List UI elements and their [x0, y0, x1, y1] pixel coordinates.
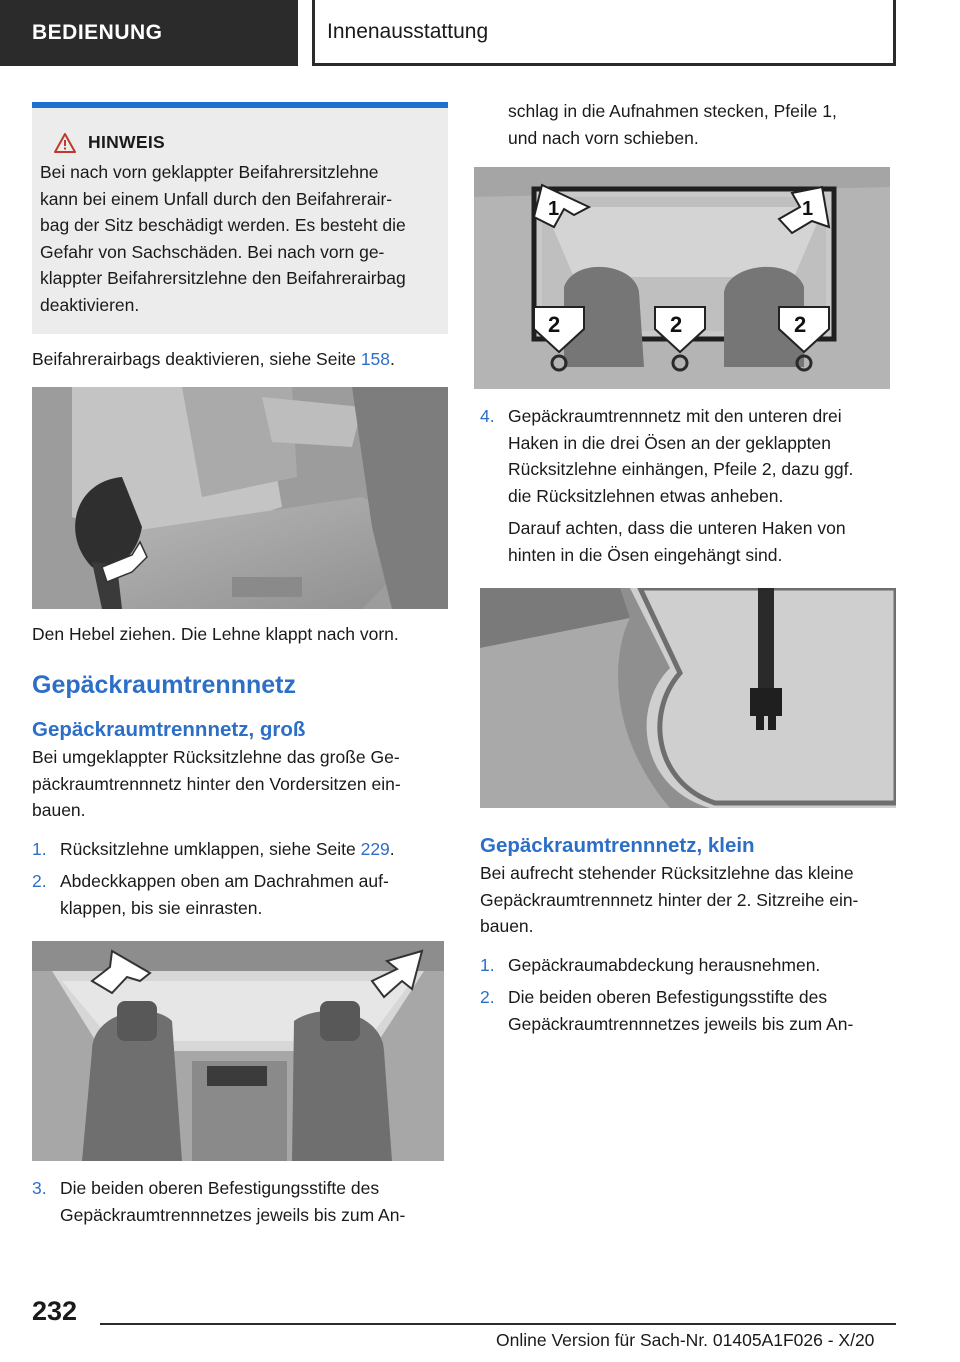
chapter-tab [312, 0, 896, 66]
notice-line: klappter Beifahrersitzlehne den Beifahrerairbag [40, 268, 406, 288]
step-line: und nach vorn schieben. [508, 127, 699, 148]
notice-box [32, 102, 448, 334]
step-line: klappen, bis sie einrasten. [60, 897, 263, 918]
step-line: Abdeckkappen oben am Dachrahmen auf- [60, 871, 389, 891]
left-column [32, 102, 448, 1228]
arrow-label-2-middle: 2 [670, 312, 683, 337]
step-line: Haken in die drei Ösen an der geklappten [508, 432, 831, 453]
hook-eye-illustration [480, 588, 896, 808]
footer-divider [100, 1323, 896, 1325]
small-net-title: Gepäckraumtrennnetz, klein [480, 834, 755, 857]
intro-line: bauen. [480, 916, 534, 936]
notice-line: Gefahr von Sachschäden. Bei nach vorn ge- [40, 241, 385, 262]
chapter-label: Innenausstattung [327, 19, 489, 43]
arrow-label-2-left: 2 [548, 312, 561, 337]
intro-line: päckraumtrennnetz hinter den Vordersitzen ein- [32, 773, 401, 794]
footer-version-text: Online Version für Sach-Nr. 01405A1F026 - X/20 [496, 1330, 875, 1350]
intro-line: bauen. [32, 800, 86, 820]
step-item [32, 1175, 448, 1228]
step-text [60, 1175, 448, 1228]
large-net-intro [32, 744, 448, 824]
large-net-title: Gepäckraumtrennnetz, groß [32, 718, 306, 741]
step-item [32, 836, 448, 863]
intro-line: Bei umgeklappter Rücksitzlehne das große Ge- [32, 747, 400, 767]
intro-line: Gepäckraumtrennnetz hinter der 2. Sitzreihe ein- [480, 889, 859, 910]
step-number: 1. [480, 954, 495, 975]
small-net-intro [480, 860, 896, 940]
step-item [32, 868, 448, 921]
arrow-label-1-left: 1 [548, 198, 560, 220]
step-line: Die beiden oberen Befestigungsstifte des [60, 1178, 380, 1198]
note-line: hinten in die Ösen eingehängt sind. [508, 544, 783, 565]
step-text [508, 403, 896, 509]
step-text [508, 984, 896, 1037]
airbag-reference-text: Beifahrerairbags deaktivieren, siehe Seite [32, 349, 361, 369]
lever-caption: Den Hebel ziehen. Die Lehne klappt nach vorn. [32, 623, 399, 644]
step-number: 4. [480, 406, 495, 426]
right-column [480, 98, 896, 1037]
page-link-158[interactable]: 158 [360, 349, 391, 369]
notice-line: kann bei einem Unfall durch den Beifahrerair- [40, 188, 393, 209]
step-item [480, 952, 896, 979]
seat-lever-illustration [32, 387, 448, 609]
section-title: Gepäckraumtrennnetz [32, 671, 296, 699]
step-number: 2. [480, 987, 495, 1007]
notice-text [40, 159, 438, 318]
step-line: Gepäckraumtrennnetzes jeweils bis zum An- [60, 1204, 406, 1225]
step4-note [480, 515, 896, 568]
step-line: Rücksitzlehne einhängen, Pfeile 2, dazu ggf. [508, 459, 854, 479]
notice-line: bag der Sitz beschädigt werden. Es besteht die [40, 215, 406, 235]
roof-caps-illustration [32, 941, 444, 1161]
warning-icon [54, 133, 76, 153]
note-line: Darauf achten, dass die unteren Haken von [508, 518, 846, 538]
step-line: Gepäckraumtrennnetzes jeweils bis zum An- [508, 1013, 854, 1034]
large-net-illustration [474, 167, 890, 389]
step-number: 3. [32, 1178, 47, 1198]
airbag-reference-end: . [390, 349, 395, 369]
step-item [480, 984, 896, 1037]
step-line: schlag in die Aufnahmen stecken, Pfeile 1, [508, 101, 837, 121]
arrow-label-1-right: 1 [802, 198, 814, 220]
notice-title: HINWEIS [88, 132, 165, 152]
step3-continuation [480, 98, 896, 151]
step-number: 1. [32, 838, 47, 859]
step-line: Gepäckraumtrennnetz mit den unteren drei [508, 406, 842, 426]
page-number: 232 [32, 1296, 78, 1326]
step-text [60, 868, 448, 921]
step-text-part: Rücksitzlehne umklappen, siehe Seite [60, 838, 361, 859]
intro-line: Bei aufrecht stehender Rücksitzlehne das kleine [480, 863, 854, 883]
section-label: BEDIENUNG [32, 21, 163, 44]
arrow-label-2-right: 2 [794, 312, 807, 337]
step-line: Gepäckraumabdeckung herausnehmen. [508, 954, 821, 975]
page-link-229[interactable]: 229 [360, 838, 390, 859]
step-text [508, 952, 896, 979]
step-line: die Rücksitzlehnen etwas anheben. [508, 485, 784, 506]
step-item [480, 403, 896, 509]
step-text-end: . [389, 838, 395, 859]
step-line: Die beiden oberen Befestigungsstifte des [508, 987, 828, 1007]
notice-line: Bei nach vorn geklappter Beifahrersitzlehne [40, 162, 379, 182]
notice-heading [40, 132, 438, 153]
section-tab [0, 0, 298, 66]
notice-line: deaktivieren. [40, 294, 140, 315]
step-text [60, 836, 448, 863]
airbag-reference [32, 346, 448, 373]
step-number: 2. [32, 871, 47, 891]
